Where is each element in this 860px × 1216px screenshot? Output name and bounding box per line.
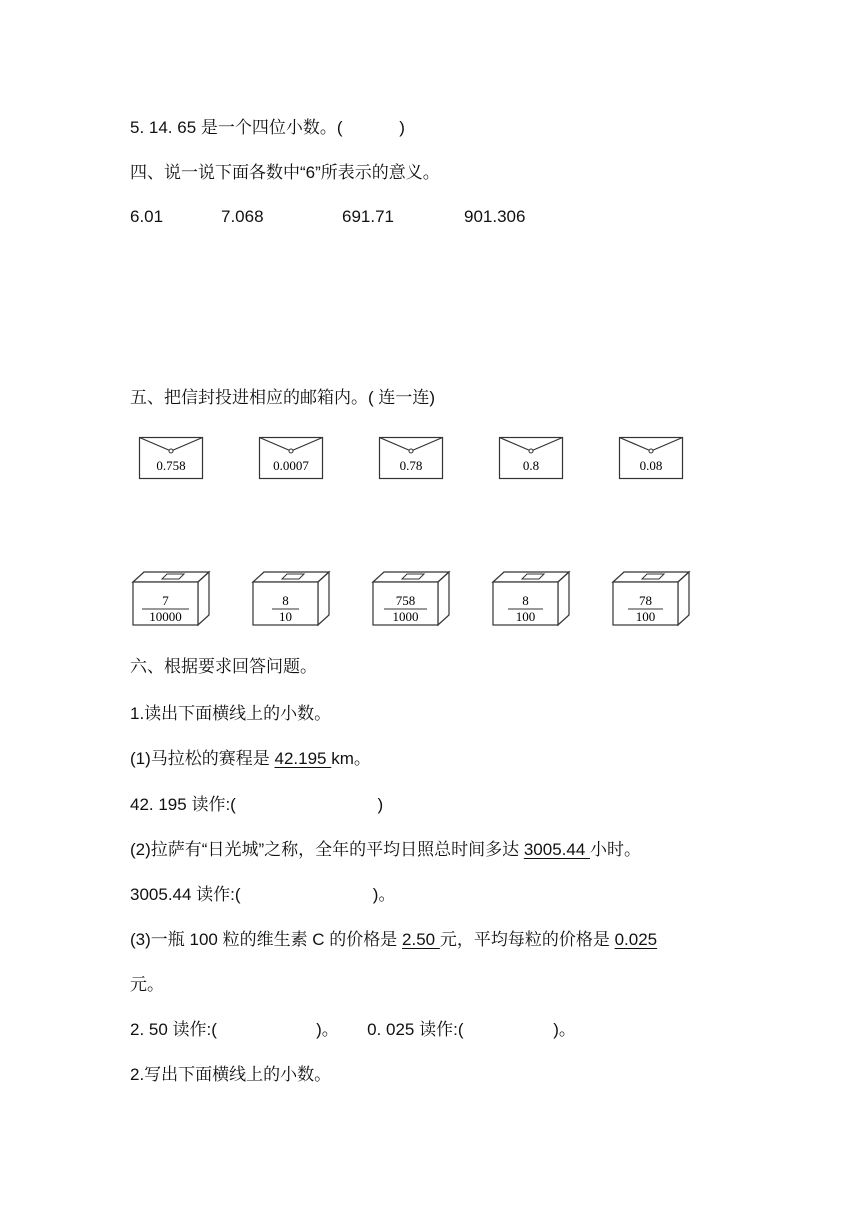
mailbox-icon <box>132 571 210 626</box>
envelope-label: 0.8 <box>522 458 540 473</box>
envelope-icon <box>259 437 323 479</box>
q2-title: 2.写出下面横线上的小数。 <box>130 1065 332 1084</box>
p3-text-a: (3)一瓶 100 粒的维生素 C 的价格是 <box>130 930 403 949</box>
envelope-3[interactable] <box>379 437 443 479</box>
fraction-denominator: 100 <box>515 609 536 624</box>
envelope-icon <box>139 437 203 479</box>
mailbox-5[interactable] <box>612 571 690 626</box>
p2-text-a: (2)拉萨有“日光城”之称，全年的平均日照总时间多达 <box>130 840 524 859</box>
mailbox-icon <box>372 571 450 626</box>
p2-sentence <box>130 839 641 861</box>
fraction-numerator: 758 <box>395 593 416 608</box>
fraction-denominator: 10000 <box>149 609 182 624</box>
envelope-icon <box>499 437 563 479</box>
envelope-5[interactable] <box>619 437 683 479</box>
fraction-numerator: 7 <box>162 593 169 608</box>
q5-statement: 5. 14. 65 是一个四位小数。( ) <box>130 118 405 137</box>
fraction-denominator: 100 <box>635 609 656 624</box>
p3-read-answer: 2. 50 读作:( )。 0. 025 读作:( )。 <box>130 1020 576 1039</box>
p3-underlined-price: 2.50 <box>402 930 440 949</box>
envelope-label: 0.758 <box>156 458 186 473</box>
envelope-icon <box>619 437 683 479</box>
p2-read-answer: 3005.44 读作:( )。 <box>130 885 396 904</box>
p1-text-a: (1)马拉松的赛程是 <box>130 749 275 768</box>
envelope-2[interactable] <box>259 437 323 479</box>
p2-underlined-number: 3005.44 <box>523 840 591 859</box>
mailbox-icon <box>492 571 570 626</box>
p3-text-b: 元，平均每粒的价格是 <box>439 930 615 949</box>
envelope-label: 0.0007 <box>273 458 309 473</box>
envelope-1[interactable] <box>139 437 203 479</box>
mailbox-icon <box>612 571 690 626</box>
envelope-label: 0.08 <box>639 458 663 473</box>
section4-title: 四、说一说下面各数中“6”所表示的意义。 <box>130 163 440 182</box>
number-4: 901.306 <box>464 207 526 226</box>
mailbox-3[interactable] <box>372 571 450 626</box>
fraction-denominator: 10 <box>279 609 292 624</box>
number-1: 6.01 <box>130 207 164 226</box>
p3-sentence <box>130 929 657 951</box>
p3-underlined-unit-price: 0.025 <box>614 930 658 949</box>
section6-title: 六、根据要求回答问题。 <box>130 657 317 676</box>
envelope-label: 0.78 <box>399 458 423 473</box>
p3-continuation: 元。 <box>130 975 164 994</box>
section5-title: 五、把信封投进相应的邮箱内。( 连一连) <box>130 388 436 407</box>
p1-read-answer: 42. 195 读作:( ) <box>130 795 384 814</box>
fraction-numerator: 8 <box>522 593 529 608</box>
q1-title: 1.读出下面横线上的小数。 <box>130 704 332 723</box>
mailbox-4[interactable] <box>492 571 570 626</box>
p2-text-b: 小时。 <box>590 840 642 859</box>
envelope-4[interactable] <box>499 437 563 479</box>
fraction-numerator: 8 <box>282 593 289 608</box>
fraction-denominator: 1000 <box>392 609 419 624</box>
mailbox-1[interactable] <box>132 571 210 626</box>
p1-text-b: km。 <box>331 749 371 768</box>
p1-sentence <box>130 748 371 770</box>
envelope-icon <box>379 437 443 479</box>
mailbox-2[interactable] <box>252 571 330 626</box>
number-2: 7.068 <box>221 207 264 226</box>
p1-underlined-number: 42.195 <box>274 749 332 768</box>
fraction-numerator: 78 <box>639 593 652 608</box>
mailbox-icon <box>252 571 330 626</box>
number-3: 691.71 <box>342 207 394 226</box>
